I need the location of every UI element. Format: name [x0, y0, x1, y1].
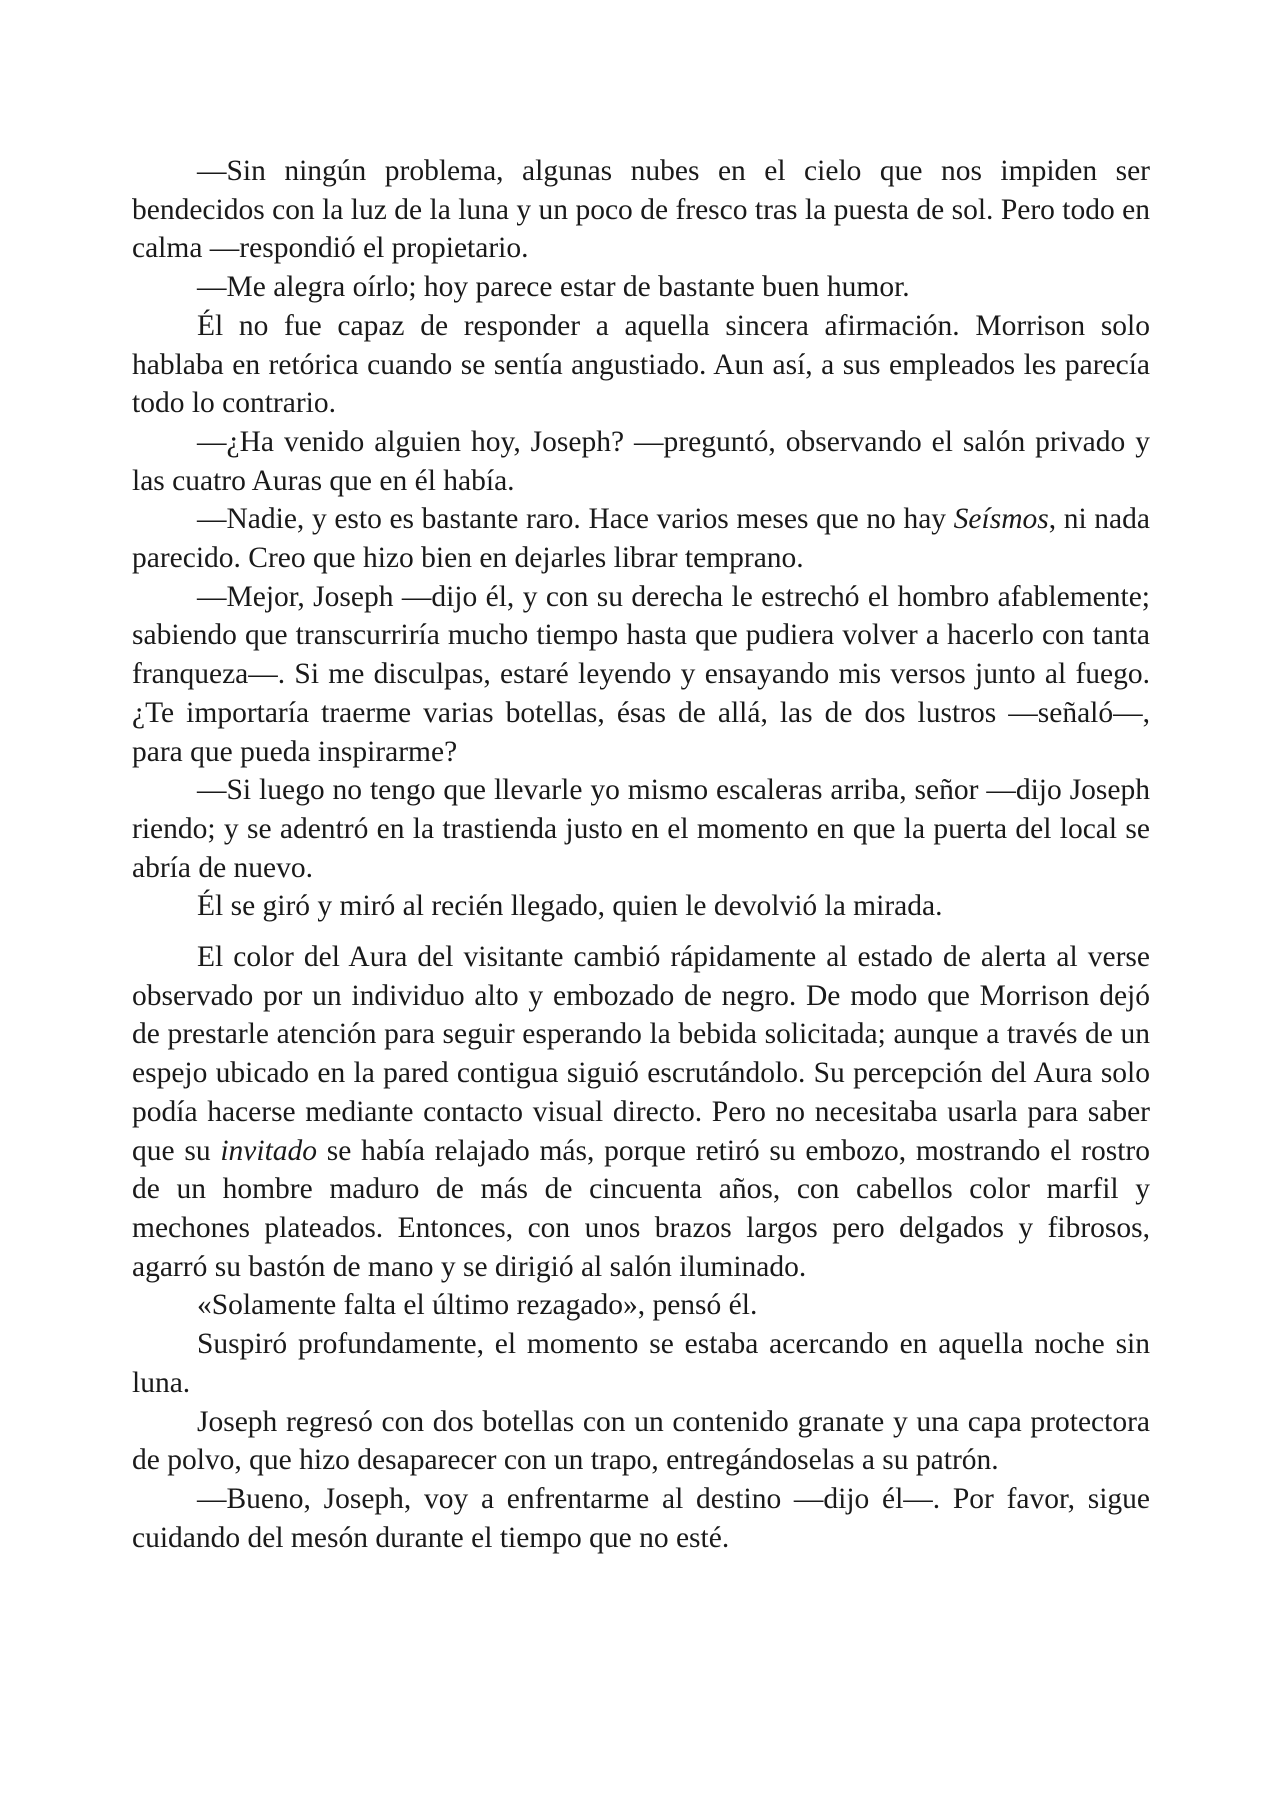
text-segment: —Me alegra oírlo; hoy parece estar de bastante buen humor.: [197, 271, 910, 304]
paragraph: [132, 268, 1150, 307]
text-segment: Él no fue capaz de responder a aquella sincera afirmación. Morrison solo hablaba en retórica cuando se sentía angustiado. Aun así, a sus empleados les parecía todo lo contrario.: [132, 309, 1150, 420]
text-segment: —Mejor, Joseph —dijo él, y con su derecha le estrechó el hombro afablemente; sabiendo que transcurriría mucho tiempo hasta que pudiera volver a hacerlo con tanta franqueza—. Si me disculpas, estaré leyendo y ensayando mis versos junto al fuego. ¿Te importaría traerme varias botellas, ésas de allá, las de dos lustros —señaló—, para que pueda inspirarme?: [132, 580, 1150, 768]
text-segment: —Si luego no tengo que llevarle yo mismo escaleras arriba, señor —dijo Joseph riendo; y se adentró en la trastienda justo en el momento en que la puerta del local se abría de nuevo.: [132, 774, 1150, 884]
text-segment: El color del Aura del visitante cambió rápidamente al estado de alerta al verse observado por un individuo alto y embozado de negro. De modo que Morrison dejó de prestarle atención para seguir esperando la bebida solicitada; aunque a través de un espejo ubicado en la pared contigua siguió escrutándolo. Su percepción del Aura solo podía hacerse mediante contacto visual directo. Pero no necesitaba usarla para saber que su: [132, 941, 1150, 1167]
text-segment: Suspiró profundamente, el momento se estaba acercando en aquella noche sin luna.: [132, 1328, 1150, 1399]
paragraph: [132, 771, 1150, 887]
text-segment: «Solamente falta el último rezagado», pensó él.: [197, 1289, 758, 1322]
paragraph: [132, 152, 1150, 268]
paragraph: [132, 1480, 1150, 1557]
text-segment: —Nadie, y esto es bastante raro. Hace varios meses que no hay: [197, 503, 954, 536]
book-page-text: [132, 152, 1150, 1557]
text-segment: , ni nada parecido. Creo que hizo bien en dejarles librar temprano.: [132, 503, 1150, 575]
italic-text-segment: invitado: [220, 1134, 318, 1167]
paragraph: [132, 1286, 1150, 1325]
paragraph: [132, 938, 1150, 1286]
italic-text-segment: Seísmos: [953, 503, 1049, 536]
paragraph: [132, 307, 1150, 423]
text-segment: Él se giró y miró al recién llegado, quien le devolvió la mirada.: [197, 890, 943, 923]
paragraph: [132, 500, 1150, 577]
text-segment: Joseph regresó con dos botellas con un contenido granate y una capa protectora de polvo, que hizo desaparecer con un trapo, entregándoselas a su patrón.: [132, 1405, 1150, 1477]
text-segment: se había relajado más, porque retiró su embozo, mostrando el rostro de un hombre maduro de más de cincuenta años, con cabellos color marfil y mechones plateados. Entonces, con unos brazos largos pero delgados y fibrosos, agarró su bastón de mano y se dirigió al salón iluminado.: [132, 1134, 1151, 1283]
paragraph: [132, 1325, 1150, 1402]
text-segment: —Bueno, Joseph, voy a enfrentarme al destino —dijo él—. Por favor, sigue cuidando del mesón durante el tiempo que no esté.: [132, 1482, 1150, 1554]
paragraph: [132, 1403, 1150, 1480]
paragraph: [132, 887, 1150, 926]
paragraph: [132, 578, 1150, 772]
text-segment: —Sin ningún problema, algunas nubes en el cielo que nos impiden ser bendecidos con la luz de la luna y un poco de fresco tras la puesta de sol. Pero todo en calma —respondió el propietario.: [132, 155, 1150, 265]
text-segment: —¿Ha venido alguien hoy, Joseph? —preguntó, observando el salón privado y las cuatro Auras que en él había.: [132, 425, 1150, 497]
paragraph: [132, 423, 1150, 500]
